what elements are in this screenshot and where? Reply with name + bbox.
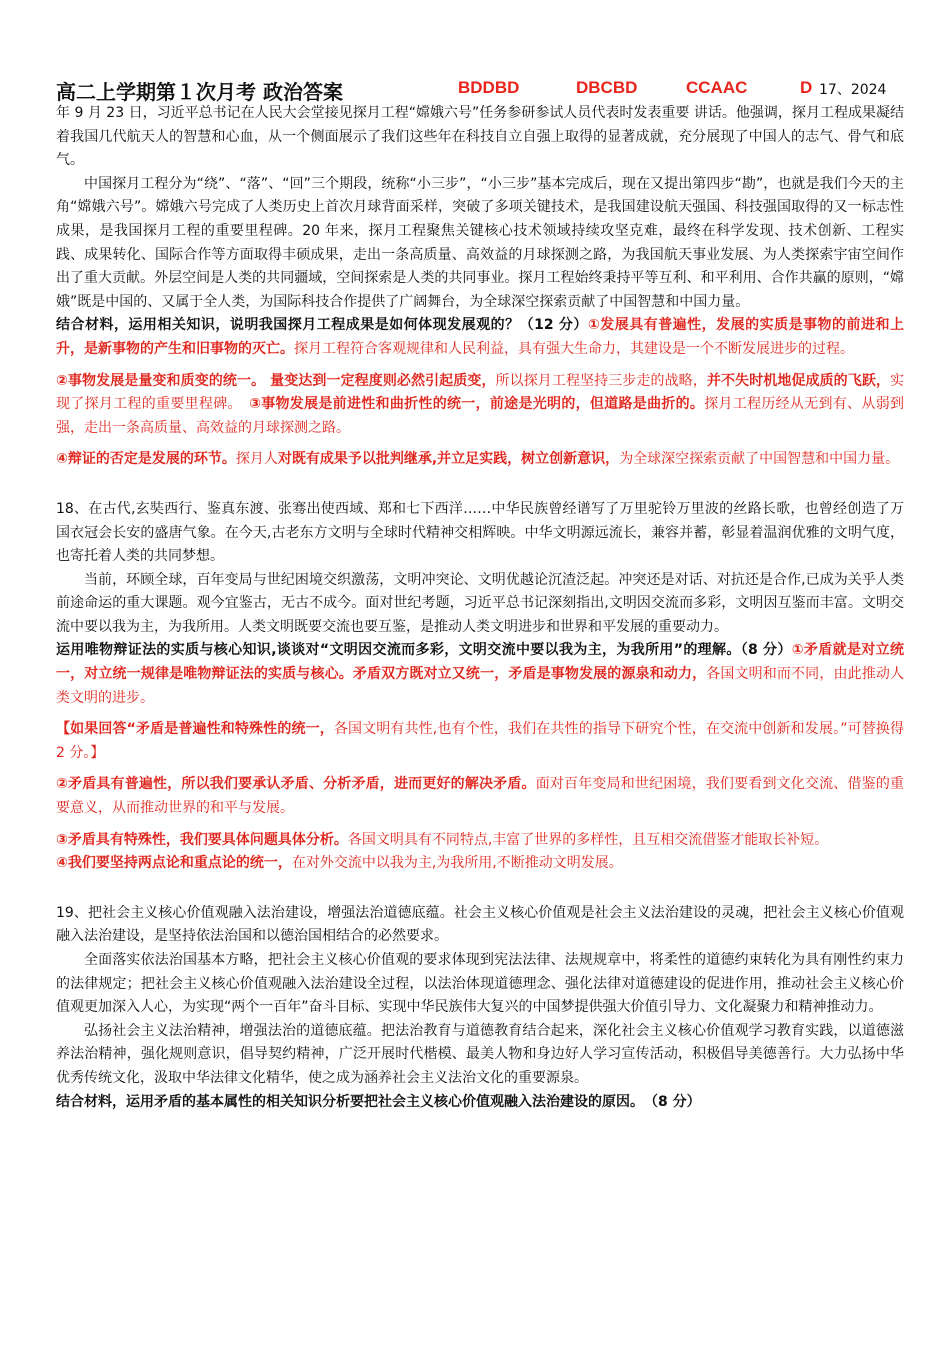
answer-key-group-3: CCAAC: [686, 78, 748, 97]
q19-question: 结合材料，运用矛盾的基本属性的相关知识分析要把社会主义核心价值观融入法治建设的原因。 （8 分）: [56, 1093, 701, 1110]
q18-answer-3-key: ③矛盾具有特殊性，我们要具体问题具体分析。: [56, 831, 348, 848]
q18-question-and-answer-1: [56, 639, 904, 710]
q17-question-and-answer-1: [56, 314, 904, 361]
q17-answer-2-key: ②事物发展是量变和质变的统一。 量变达到一定程度则必然引起质变，: [56, 372, 496, 389]
q17-answer-4-key-2: 对既有成果予以批判继承,并立足实践，树立创新意识，: [277, 451, 620, 468]
header-tail-text: 17、2024: [819, 82, 887, 98]
q17-material-paragraph-1: 年 9 月 23 日，习近平总书记在人民大会堂接见探月工程“嫦娥六号”任务参研参试人员代表时发表重要 讲话。他强调，探月工程成果凝结着我国几代航天人的智慧和心血，从一个侧面展示了我们这些年在科技自立自强上取得的显著成就，充分展现了中国人的志气、骨气和底气。: [56, 105, 904, 169]
q17-answer-2-text: 所以探月工程坚持三步走的战略，: [495, 372, 707, 389]
q18-question: 运用唯物辩证法的实质与核心知识,谈谈对“文明因交流而多彩，文明交流中要以我为主，为我所用”的理解。（8 分）: [56, 642, 792, 659]
page-title: 高二上学期第１次月考 政治答案: [56, 80, 343, 104]
q17-answer-4-text-2: 为全球深空探索贡献了中国智慧和中国力量。: [619, 451, 900, 468]
q18-answer-4-text: 在对外交流中以我为主,为我所用,不断推动文明发展。: [291, 855, 623, 872]
q19-material-paragraph-2: 全面落实依法治国基本方略，把社会主义核心价值观的要求体现到宪法法律、法规规章中，将柔性的道德约束转化为具有刚性约束力的法律规定；把社会主义核心价值观融入法治建设全过程，以法治体现道德理念、强化法律对道德建设的促进作用，推动社会主义核心价值观更加深入人心，为实现“两个一百年”奋斗目标、实现中华民族伟大复兴的中国梦提供强大价值引导力、文化凝聚力和精神推动力。: [56, 952, 904, 1016]
q18-material-paragraph-2: 当前，环顾全球，百年变局与世纪困境交织激荡，文明冲突论、文明优越论沉渣泛起。冲突还是对话、对抗还是合作,已成为关乎人类前途命运的重大课题。观今宜鉴古，无古不成今。面对世纪考题，习近平总书记深刻指出,文明因交流而多彩，文明因互鉴而丰富。文明交流中要以我为主，为我所用。人类文明既要交流也要互鉴，是推动人类文明进步和世界和平发展的重要动力。: [56, 571, 904, 635]
q18-answer-2: [56, 773, 904, 820]
q18-alternative-note: [56, 718, 904, 765]
q17-answer-2-text-2: 实现了探月工程的重要里程碑。: [56, 372, 905, 413]
answer-sheet: [56, 76, 904, 1114]
q17-answer-3-text: 探月工程历经从无到有、从弱到强，走出一条高质量、高效益的月球探测之路。: [56, 396, 905, 436]
q17-answer-3-key: ③事物发展是前进性和曲折性的统一，前途是光明的，但道路是曲折的。: [249, 396, 705, 413]
q18-answer-2-key: ②矛盾具有普遍性，所以我们要承认矛盾、分析矛盾，进而更好的解决矛盾。: [56, 776, 536, 793]
q18-answer-3-text: 各国文明具有不同特点,丰富了世界的多样性，且互相交流借鉴才能取长补短。: [347, 831, 829, 848]
q17-question: 结合材料，运用相关知识，说明我国探月工程成果是如何体现发展观的？（12 分）: [56, 317, 588, 334]
answer-key-group-2: DBCBD: [576, 78, 638, 97]
q17-answer-2-key-2: 并不失时机地促成质的飞跃，: [706, 372, 891, 389]
answer-key-group-1: BDDBD: [458, 78, 520, 97]
header: [56, 76, 904, 102]
q17-answer-4-text: 探月人: [235, 451, 278, 468]
q18-alt-text: 各国文明有共性,也有个性，我们在共性的指导下研究个性，在交流中创新和发展。: [333, 721, 841, 738]
q17-answer-4-key: ④辩证的否定是发展的环节。: [56, 451, 236, 468]
q18-alt-key: 【如果回答“矛盾是普遍性和特殊性的统一，: [56, 721, 334, 738]
q19-material-paragraph-1: 19、把社会主义核心价值观融入法治建设，增强法治道德底蕴。社会主义核心价值观是社会主义法治建设的灵魂，把社会主义核心价值观融入法治建设，是坚持依法治国和以德治国相结合的必然要求。: [56, 904, 904, 945]
q18-answer-4: [56, 852, 904, 876]
q17-answer-1-text: 探月工程符合客观规律和人民利益，具有强大生命力，其建设是一个不断发展进步的过程。: [294, 340, 854, 357]
q17-answer-1-key: ①发展具有普遍性，发展的实质是事物的前进和上升，是新事物的产生和旧事物的灭亡。: [56, 317, 904, 357]
q17-material-paragraph-2: 中国探月工程分为“绕”、“落”、“回”三个期段，统称“小三步”，“小三步”基本完成后，现在又提出第四步“勘”，也就是我们今天的主角“嫦娥六号”。嫦娥六号完成了人类历史上首次月球背面采样，突破了多项关键技术，是我国建设航天强国、科技强国取得的又一标志性成果，是我国探月工程的重要里程碑。20 年来，探月工程聚焦关键核心技术领域持续攻坚克难，最终在科学发现、技术创新、工程实践、成果转化、国际合作等方面取得丰硕成果，走出一条高质量、高效益的月球探测之路，为我国航天事业发展、为人类探索宇宙空间作出了重大贡献。外层空间是人类的共同疆域，空间探索是人类的共同事业。探月工程始终秉持平等互利、和平利用、合作共赢的原则，“嫦娥”既是中国的、又属于全人类，为国际科技合作提供了广阔舞台，为全球深空探索贡献了中国智慧和中国力量。: [56, 175, 904, 310]
q17-answer-4: [56, 448, 904, 472]
q18-answer-2-text: 面对百年变局和世纪困境，我们要看到文化交流、借鉴的重要意义，从而推动世界的和平与发展。: [56, 776, 904, 817]
q18-alt-score: ”可替换得 2 分。】: [56, 721, 905, 761]
q18-answer-1-text: 各国文明和而不同，由此推动人类文明的进步。: [56, 666, 904, 706]
q17-answer-2: [56, 370, 904, 441]
q18-answer-4-key: ④我们要坚持两点论和重点论的统一，: [56, 855, 292, 872]
q18-answer-1-key: ①矛盾就是对立统一，对立统一规律是唯物辩证法的实质与核心。矛盾双方既对立又统一，矛盾是事物发展的源泉和动力，: [56, 642, 904, 683]
q19-material-paragraph-3: 弘扬社会主义法治精神，增强法治的道德底蕴。把法治教育与道德教育结合起来，深化社会主义核心价值观学习教育实践，以道德滋养法治精神，强化规则意识，倡导契约精神，广泛开展时代楷模、最美人物和身边好人学习宣传活动，积极倡导美德善行。大力弘扬中华优秀传统文化，汲取中华法律文化精华，使之成为涵养社会主义法治文化的重要源泉。: [56, 1022, 904, 1086]
q18-answer-3: [56, 829, 904, 853]
q18-material-paragraph-1: 18、在古代,玄奘西行、鉴真东渡、张骞出使西域、郑和七下西洋……中华民族曾经谱写了万里驼铃万里波的丝路长歌，也曾经创造了万国衣冠会长安的盛唐气象。在今天,古老东方文明与全球时代精神交相辉映。中华文明源远流长，兼容并蓄，彰显着温润优雅的文明气度，也寄托着人类的共同梦想。: [56, 500, 904, 565]
answer-key-group-4: D: [800, 78, 813, 97]
